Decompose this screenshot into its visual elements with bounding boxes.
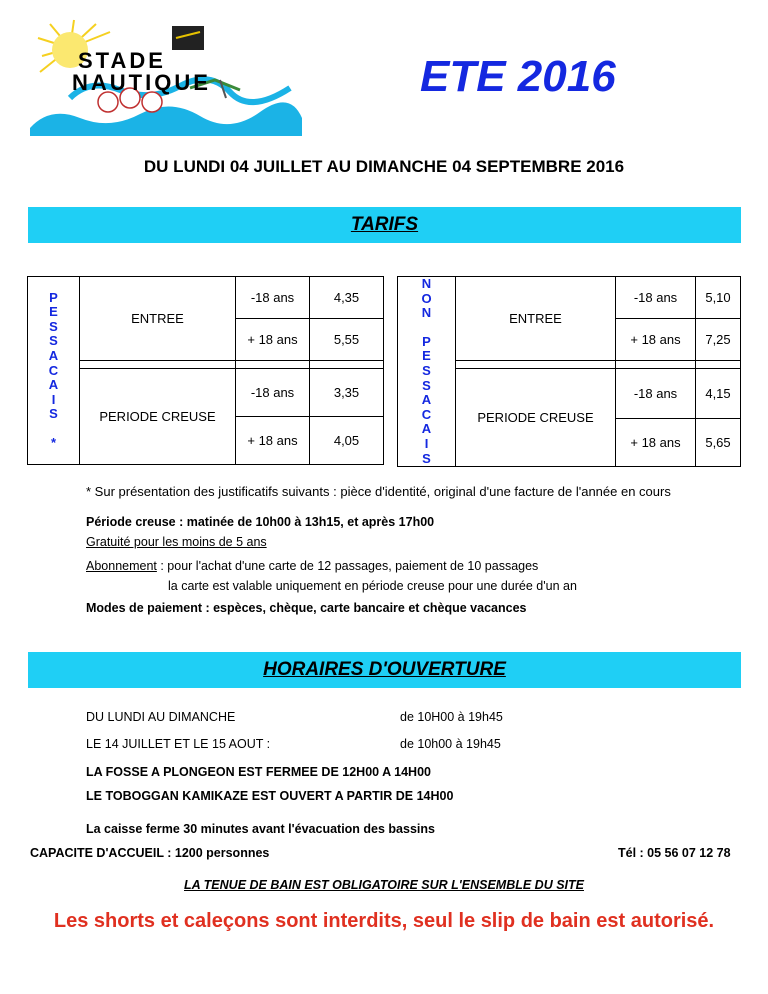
pessacais-entree-label: ENTREE (80, 277, 236, 361)
age-cell: + 18 ans (236, 417, 310, 465)
stade-nautique-logo (30, 18, 302, 136)
horaires-banner (28, 652, 741, 688)
pessacais-table (27, 276, 384, 465)
horaires-day: LE 14 JUILLET ET LE 15 AOUT : (86, 737, 271, 751)
price-cell: 3,35 (310, 369, 384, 417)
abonnement-line2: la carte est valable uniquement en période creuse pour une durée d'un an (168, 579, 577, 593)
abonnement-text: : pour l'achat d'une carte de 12 passages, paiement de 10 passages (156, 559, 539, 573)
horaires-hours: de 10h00 à 19h45 (400, 737, 501, 751)
logo-graphic (30, 18, 302, 136)
caisse-note: La caisse ferme 30 minutes avant l'évacuation des bassins (86, 822, 435, 836)
logo-line1: STADE (78, 48, 166, 73)
age-cell: + 18 ans (236, 319, 310, 361)
swimwear-warning: Les shorts et caleçons sont interdits, seul le slip de bain est autorisé. (53, 910, 715, 932)
non-pessacais-creuse-label: PERIODE CREUSE (456, 369, 616, 467)
price-cell: 5,10 (696, 277, 741, 319)
periode-creuse-note: Période creuse : matinée de 10h00 à 13h15, et après 17h00 (86, 515, 435, 529)
price-cell: 4,35 (310, 277, 384, 319)
dates-heading: DU LUNDI 04 JUILLET AU DIMANCHE 04 SEPTEMBRE 2016 (143, 157, 625, 176)
telephone: Tél : 05 56 07 12 78 (618, 846, 731, 860)
tarifs-banner (28, 207, 741, 243)
price-cell: 5,65 (696, 419, 741, 467)
age-cell: -18 ans (616, 277, 696, 319)
pessacais-side-label: P E S S A C A I S * (28, 277, 80, 465)
fosse-note: LA FOSSE A PLONGEON EST FERMEE DE 12H00 A 14H00 (86, 765, 431, 779)
horaires-title: HORAIRES D'OUVERTURE (263, 659, 506, 680)
non-pessacais-table (397, 276, 741, 467)
non-pessacais-side-label: N O N P E S S A C A I S (398, 277, 456, 467)
horaires-hours: de 10H00 à 19h45 (400, 710, 503, 724)
horaires-day: DU LUNDI AU DIMANCHE (86, 710, 236, 724)
abonnement-note (86, 559, 538, 573)
price-cell: 5,55 (310, 319, 384, 361)
abonnement-label: Abonnement (86, 559, 157, 573)
age-cell: -18 ans (616, 369, 696, 419)
age-cell: + 18 ans (616, 419, 696, 467)
age-cell: + 18 ans (616, 319, 696, 361)
price-cell: 4,05 (310, 417, 384, 465)
price-cell: 7,25 (696, 319, 741, 361)
age-cell: -18 ans (236, 277, 310, 319)
capacite-note: CAPACITE D'ACCUEIL : 1200 personnes (30, 846, 270, 860)
pessacais-creuse-label: PERIODE CREUSE (80, 369, 236, 465)
age-cell: -18 ans (236, 369, 310, 417)
justificatifs-note: * Sur présentation des justificatifs suivants : pièce d'identité, original d'une facture de l'année en cours (86, 484, 671, 499)
gratuite-note: Gratuité pour les moins de 5 ans (86, 535, 267, 549)
logo-line2: NAUTIQUE (72, 70, 211, 95)
paiement-note: Modes de paiement : espèces, chèque, carte bancaire et chèque vacances (86, 601, 527, 615)
toboggan-note: LE TOBOGGAN KAMIKAZE EST OUVERT A PARTIR DE 14H00 (86, 789, 454, 803)
tenue-note: LA TENUE DE BAIN EST OBLIGATOIRE SUR L'ENSEMBLE DU SITE (184, 878, 584, 892)
tarifs-title: TARIFS (350, 214, 419, 235)
non-pessacais-entree-label: ENTREE (456, 277, 616, 361)
price-cell: 4,15 (696, 369, 741, 419)
season-title: ETE 2016 (420, 52, 616, 101)
